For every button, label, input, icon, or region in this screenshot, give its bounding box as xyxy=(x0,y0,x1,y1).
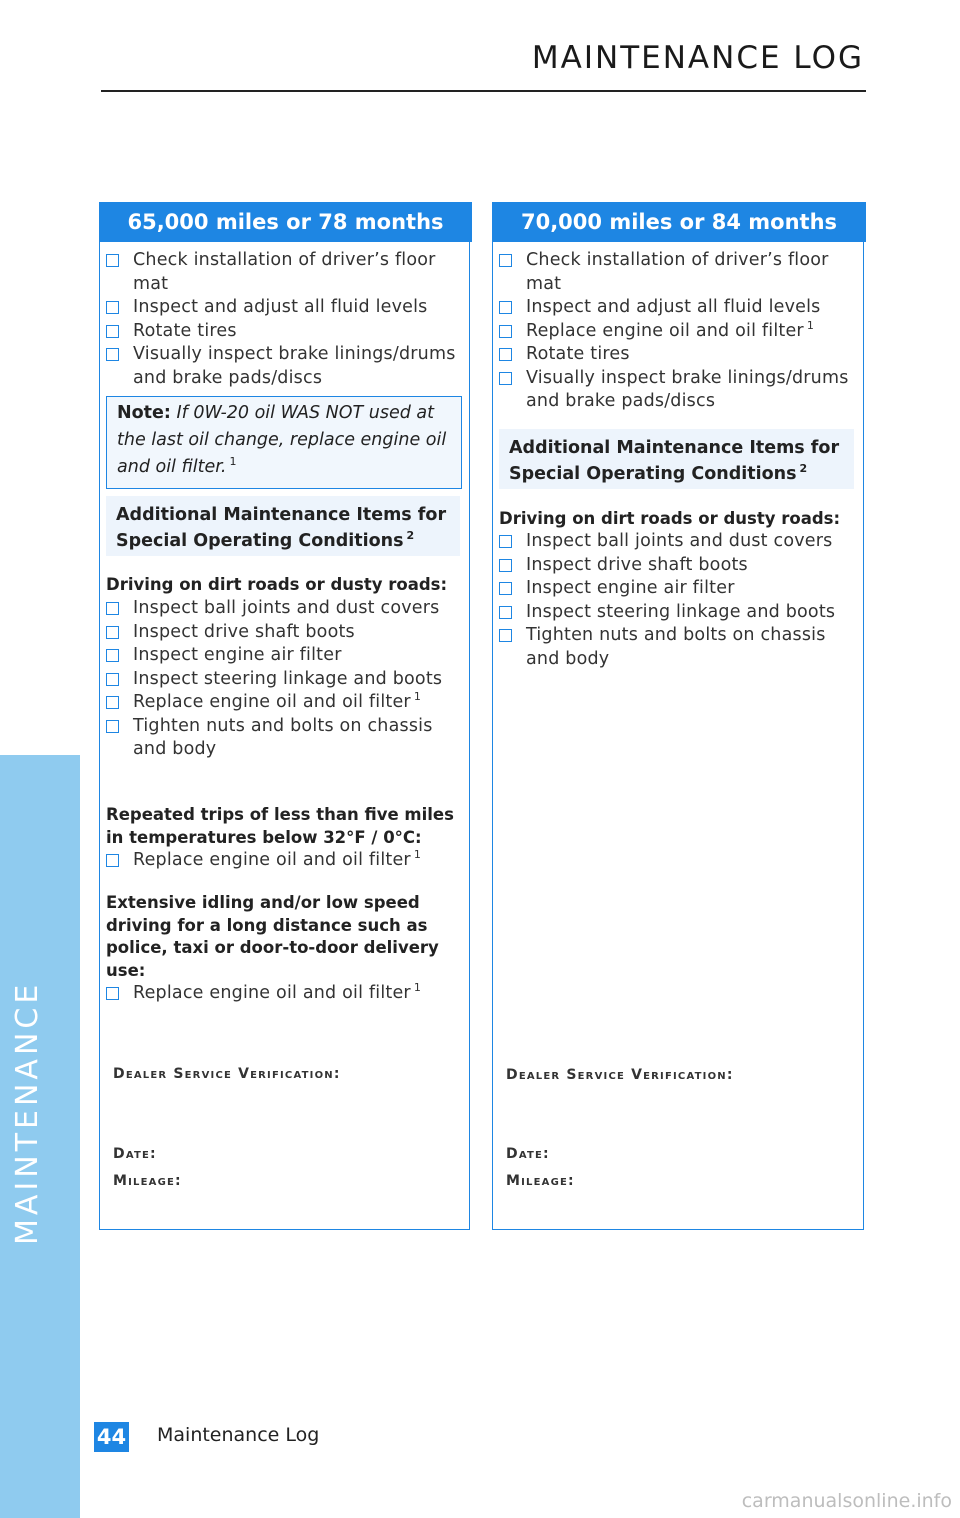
list-item: Replace engine oil and oil filter $^1$ xyxy=(106,691,470,715)
list-item: Check installation of driver’s floor mat xyxy=(106,249,468,296)
checklist-main xyxy=(499,249,861,414)
footnote-marker: 1 xyxy=(413,981,422,995)
note-text: If 0W-20 oil WAS NOT used at the last oil change, replace engine oil and oil filter. xyxy=(117,403,447,477)
list-item: Rotate tires xyxy=(499,343,861,367)
note-label: Note: xyxy=(117,403,171,423)
footer-section-title: Maintenance Log xyxy=(157,1424,320,1446)
column-heading-65000: 65,000 miles or 78 months xyxy=(99,202,472,242)
list-item: Replace engine oil and oil filter $^1$ xyxy=(106,849,468,873)
checkbox[interactable] xyxy=(106,987,119,1000)
checkbox[interactable] xyxy=(106,626,119,639)
dealer-verification-label: Dealer Service Verification: xyxy=(506,1067,734,1083)
footnote-marker: 2 xyxy=(799,462,808,476)
footnote-marker: 1 xyxy=(229,455,237,469)
checkbox[interactable] xyxy=(106,301,119,314)
condition-title-short-trips: Repeated trips of less than five miles in temperatures below 32°F / 0°C: xyxy=(106,805,454,847)
list-item: Check installation of driver’s floor mat xyxy=(499,249,861,296)
checkbox[interactable] xyxy=(499,606,512,619)
list-item: Inspect drive shaft boots xyxy=(106,621,470,645)
list-item: Inspect and adjust all fluid levels xyxy=(106,296,468,320)
checkbox[interactable] xyxy=(499,348,512,361)
checkbox[interactable] xyxy=(106,649,119,662)
list-item: Tighten nuts and bolts on chassis and body xyxy=(499,624,863,671)
footnote-marker: 2 xyxy=(406,529,415,543)
oil-note xyxy=(106,396,462,489)
list-item: Visually inspect brake linings/drums and brake pads/discs xyxy=(106,343,468,390)
checkbox[interactable] xyxy=(499,535,512,548)
checkbox[interactable] xyxy=(499,372,512,385)
checkbox[interactable] xyxy=(106,254,119,267)
side-tab-label: MAINTENANCE xyxy=(10,980,45,1245)
date-label: Date: xyxy=(506,1146,550,1162)
checklist-dirt-roads xyxy=(106,597,470,762)
checkbox[interactable] xyxy=(499,582,512,595)
condition-title-dirt-roads: Driving on dirt roads or dusty roads: xyxy=(499,509,841,528)
footnote-marker: 1 xyxy=(806,318,815,332)
list-item: Inspect and adjust all fluid levels xyxy=(499,296,861,320)
checkbox[interactable] xyxy=(106,325,119,338)
checkbox[interactable] xyxy=(499,254,512,267)
additional-items-heading: Additional Maintenance Items for Special Operating Conditions $^2$ xyxy=(106,496,460,556)
list-item: Inspect ball joints and dust covers xyxy=(499,530,863,554)
checklist-main xyxy=(106,249,468,390)
checkbox[interactable] xyxy=(106,696,119,709)
checkbox[interactable] xyxy=(499,301,512,314)
date-label: Date: xyxy=(113,1146,157,1162)
list-item: Inspect ball joints and dust covers xyxy=(106,597,470,621)
checklist-idling xyxy=(106,982,468,1006)
checkbox[interactable] xyxy=(499,559,512,572)
list-item: Inspect engine air filter xyxy=(499,577,863,601)
checkbox[interactable] xyxy=(106,602,119,615)
list-item: Replace engine oil and oil filter $^1$ xyxy=(106,982,468,1006)
column-heading-70000: 70,000 miles or 84 months xyxy=(492,202,866,242)
additional-items-heading: Additional Maintenance Items for Special Operating Conditions $^2$ xyxy=(499,429,854,489)
checklist-dirt-roads xyxy=(499,530,863,671)
condition-title-idling: Extensive idling and/or low speed driving for a long distance such as police, taxi or door-to-door delivery use: xyxy=(106,893,439,980)
list-item: Rotate tires xyxy=(106,320,468,344)
list-item: Replace engine oil and oil filter $^1$ xyxy=(499,320,861,344)
list-item: Inspect steering linkage and boots xyxy=(106,668,470,692)
checkbox[interactable] xyxy=(106,348,119,361)
checkbox[interactable] xyxy=(499,629,512,642)
footnote-marker: 1 xyxy=(413,690,422,704)
checkbox[interactable] xyxy=(106,673,119,686)
list-item: Inspect steering linkage and boots xyxy=(499,601,863,625)
mileage-label: Mileage: xyxy=(506,1173,575,1189)
list-item: Inspect engine air filter xyxy=(106,644,470,668)
checkbox[interactable] xyxy=(499,325,512,338)
mileage-label: Mileage: xyxy=(113,1173,182,1189)
page-number-badge: 44 xyxy=(94,1422,129,1452)
checklist-short-trips xyxy=(106,849,468,873)
footnote-marker: 1 xyxy=(413,848,422,862)
page-title: MAINTENANCE LOG xyxy=(531,40,864,76)
list-item: Inspect drive shaft boots xyxy=(499,554,863,578)
title-divider xyxy=(101,90,866,92)
list-item: Visually inspect brake linings/drums and brake pads/discs xyxy=(499,367,861,414)
checkbox[interactable] xyxy=(106,854,119,867)
dealer-verification-label: Dealer Service Verification: xyxy=(113,1066,341,1082)
watermark-text: carmanualsonline.info xyxy=(741,1490,952,1512)
condition-title-dirt-roads: Driving on dirt roads or dusty roads: xyxy=(106,575,448,594)
list-item: Tighten nuts and bolts on chassis and body xyxy=(106,715,470,762)
checkbox[interactable] xyxy=(106,720,119,733)
